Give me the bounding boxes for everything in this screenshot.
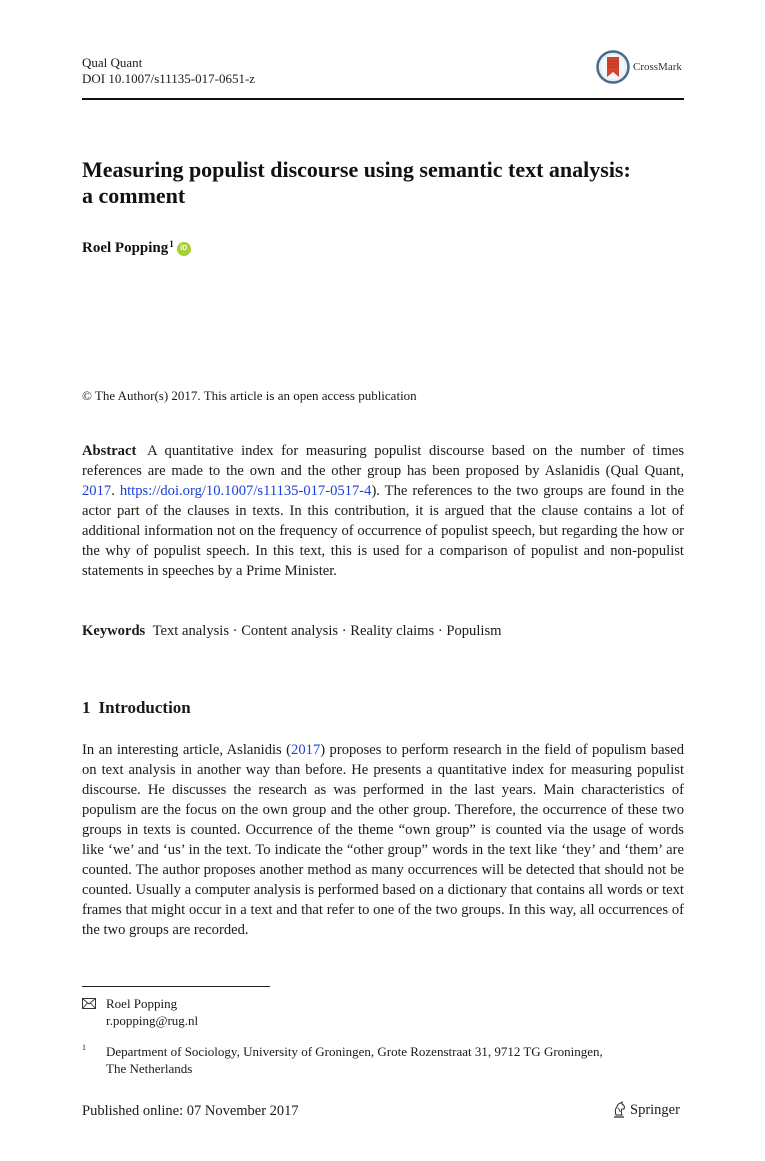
- crossmark-label: CrossMark: [633, 61, 682, 73]
- article-title: Measuring populist discourse using semantic text analysis: a comment: [82, 157, 631, 208]
- keyword-separator: ·: [434, 623, 447, 639]
- abstract-text-1: A quantitative index for measuring populist discourse based on the number of times references are made to the own and the other group has been proposed by Aslanidis (Qual Quant,: [82, 443, 685, 479]
- intro-text-1: In an interesting article, Aslanidis (: [82, 742, 292, 758]
- footnote-rule: [82, 986, 270, 987]
- affiliation-line: The Netherlands: [106, 1061, 193, 1076]
- abstract-sep: .: [111, 483, 120, 499]
- doi: DOI 10.1007/s11135-017-0651-z: [82, 71, 256, 86]
- intro-text-2: ) proposes to perform research in the field of populism based on text analysis in another way than before. He presents a quantitative index for measuring populist discourse. He discusses the research as was performed in the last years. Main characteristics of populism are the focus on the own group and the other group. Therefore, the occurrence of these two groups in texts is counted. Occurrence of the theme “own group” is counted via the usage of words like ‘we’ and ‘us’ in the text. To indicate the “other group” words in the text like ‘they’ and ‘them’ are counted. The author proposes another method as many occurrences will be detected that should not be counted. Usually a computer analysis is performed based on a dictionary that contains all words or text frames that might occur in a text and that refer to one of the two groups. In this way, all occurrences of the two groups are recorded.: [82, 742, 684, 938]
- keyword: Content analysis: [241, 623, 339, 639]
- affiliation-marker: 1: [169, 239, 174, 249]
- correspondence: [82, 995, 198, 1029]
- header-rule: [82, 98, 684, 100]
- abstract-label: Abstract: [82, 443, 137, 459]
- envelope-icon: [82, 998, 96, 1009]
- correspondence-email[interactable]: r.popping@rug.nl: [106, 1013, 199, 1028]
- introduction-paragraph: [82, 740, 684, 940]
- abstract: [82, 441, 684, 581]
- section-number: 1: [82, 698, 91, 717]
- crossmark-badge[interactable]: [596, 50, 682, 84]
- keyword-separator: ·: [338, 623, 351, 639]
- copyright-notice: © The Author(s) 2017. This article is an open access publication: [82, 388, 417, 403]
- crossmark-icon: [596, 50, 630, 84]
- affiliation-line: Department of Sociology, University of Groningen, Grote Rozenstraat 31, 9712 TG Groningen,: [106, 1044, 603, 1059]
- running-head: [82, 55, 255, 87]
- keywords-label: Keywords: [82, 623, 146, 639]
- keyword: Populism: [446, 623, 502, 639]
- journal-name: Qual Quant: [82, 55, 143, 70]
- abstract-year-link[interactable]: 2017: [82, 483, 112, 499]
- affiliation: [82, 1043, 603, 1077]
- orcid-icon[interactable]: iD: [177, 242, 191, 256]
- published-date: Published online: 07 November 2017: [82, 1103, 299, 1119]
- section-title: Introduction: [98, 698, 191, 717]
- keyword-separator: ·: [229, 623, 242, 639]
- author-name: Roel Popping: [82, 240, 169, 256]
- publisher-name: Springer: [630, 1101, 680, 1118]
- keywords: [82, 621, 684, 641]
- author-line: [82, 240, 191, 257]
- keyword: Text analysis: [152, 623, 230, 639]
- publisher-logo: [612, 1101, 680, 1119]
- abstract-doi-link[interactable]: https://doi.org/10.1007/s11135-017-0517-4: [119, 483, 372, 499]
- intro-year-link[interactable]: 2017: [291, 742, 321, 758]
- springer-horse-icon: [612, 1101, 626, 1119]
- keyword: Reality claims: [350, 623, 435, 639]
- abstract-text-2: ). The references to the two groups are found in the actor part of the clauses in texts. In this contribution, it is argued that the clause contains a lot of additional information not on the frequency of occurrence of populist speech, but regarding the how or the why of populist speech. In this text, this is used for a comparison of populist and non-populist statements in speeches by a Prime Minister.: [82, 483, 685, 579]
- affiliation-number: 1: [82, 1043, 86, 1052]
- correspondence-name: Roel Popping: [106, 996, 178, 1011]
- section-heading: [82, 697, 191, 719]
